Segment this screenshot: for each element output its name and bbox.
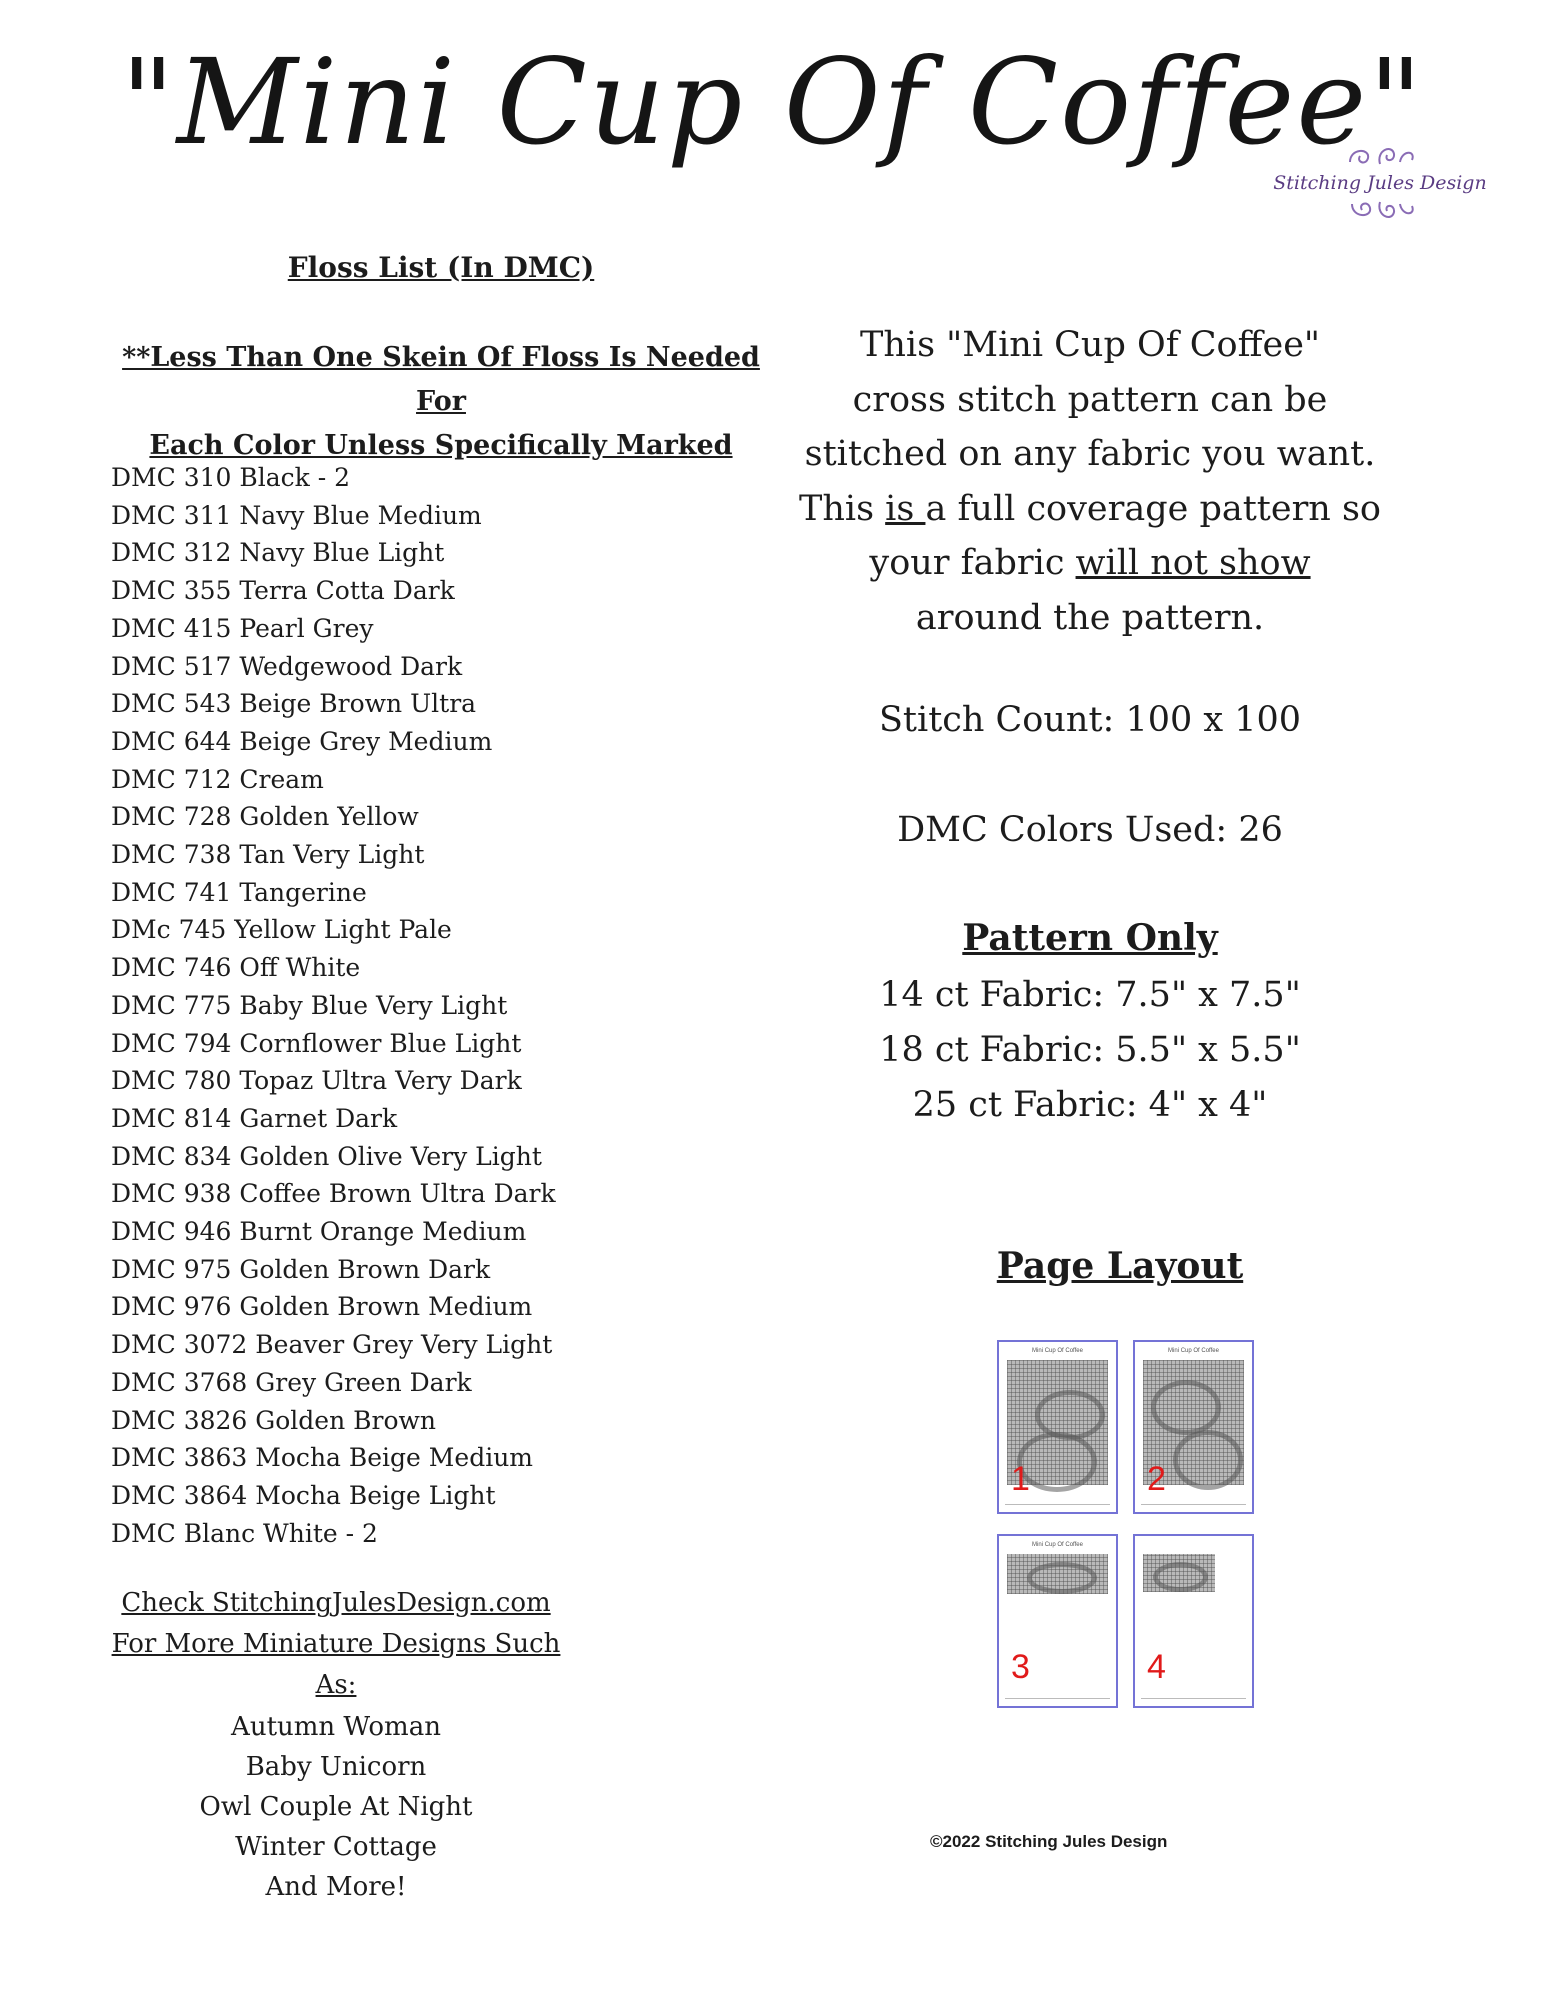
pattern-grid-preview <box>1143 1554 1215 1592</box>
description-line <box>780 482 1400 537</box>
page-footer <box>1005 1698 1110 1702</box>
fabric-size: 25 ct Fabric: 4" x 4" <box>912 1085 1268 1125</box>
page-footer <box>1141 1698 1246 1702</box>
floss-item: DMC 3864 Mocha Beige Light <box>111 1480 496 1510</box>
fabric-size-list <box>780 968 1400 1133</box>
copyright-notice: ©2022 Stitching Jules Design <box>930 1832 1168 1851</box>
floss-item: DMC 738 Tan Very Light <box>111 840 425 870</box>
floss-item: DMC 814 Garnet Dark <box>111 1103 398 1133</box>
page-number: 2 <box>1147 1460 1166 1498</box>
pattern-description <box>780 318 1400 645</box>
page-title: "Mini Cup Of Coffee" <box>120 33 1425 171</box>
page-number: 1 <box>1011 1460 1030 1498</box>
thumbnail-title: Mini Cup Of Coffee <box>1168 1348 1219 1354</box>
design-item: Winter Cottage <box>235 1832 437 1862</box>
floss-item: DMC 3863 Mocha Beige Medium <box>111 1443 533 1473</box>
floss-item: DMC 543 Beige Brown Ultra <box>111 689 477 719</box>
floss-item: DMC 728 Golden Yellow <box>111 802 419 832</box>
description-line: around the pattern. <box>915 597 1265 638</box>
logo-text: Stitching Jules Design <box>1273 172 1487 194</box>
floss-item: DMC 834 Golden Olive Very Light <box>111 1141 542 1171</box>
swirl-ornament-top-icon <box>1340 140 1420 170</box>
fabric-size: 14 ct Fabric: 7.5" x 7.5" <box>879 975 1301 1015</box>
page-number: 3 <box>1011 1648 1030 1686</box>
design-list <box>111 1707 561 1907</box>
floss-list-heading: Floss List (In DMC) <box>287 251 595 284</box>
description-line: cross stitch pattern can be <box>852 379 1328 420</box>
floss-item: DMC 311 Navy Blue Medium <box>111 500 482 530</box>
floss-note <box>111 336 771 468</box>
floss-item: DMC 3826 Golden Brown <box>111 1405 437 1435</box>
description-text: a full coverage pattern so <box>925 488 1381 529</box>
floss-item: DMC 3072 Beaver Grey Very Light <box>111 1330 553 1360</box>
colors-used: DMC Colors Used: 26 <box>897 810 1283 850</box>
thumbnail-title: Mini Cup Of Coffee <box>1032 1542 1083 1548</box>
page-footer <box>1141 1504 1246 1508</box>
description-line <box>780 536 1400 591</box>
floss-item: DMc 745 Yellow Light Pale <box>111 915 452 945</box>
floss-item: DMC 794 Cornflower Blue Light <box>111 1028 522 1058</box>
page-thumbnail-4 <box>1133 1534 1254 1708</box>
fabric-size: 18 ct Fabric: 5.5" x 5.5" <box>879 1030 1301 1070</box>
description-emphasis: is <box>885 488 926 529</box>
floss-item: DMC 312 Navy Blue Light <box>111 538 445 568</box>
description-text: This <box>799 488 886 529</box>
floss-item: DMC 355 Terra Cotta Dark <box>111 576 455 606</box>
pattern-only-heading: Pattern Only <box>962 917 1218 959</box>
floss-item: DMC 3768 Grey Green Dark <box>111 1367 472 1397</box>
description-emphasis: will not show <box>1075 543 1311 583</box>
floss-item: DMC 975 Golden Brown Dark <box>111 1254 491 1284</box>
pattern-shape <box>1151 1380 1221 1435</box>
floss-item: DMC 517 Wedgewood Dark <box>111 651 463 681</box>
pattern-shape <box>1173 1430 1243 1490</box>
floss-note-line: Each Color Unless Specifically Marked <box>149 430 733 461</box>
page-number: 4 <box>1147 1648 1166 1686</box>
floss-item: DMC 310 Black - 2 <box>111 463 351 492</box>
design-item: And More! <box>265 1872 407 1902</box>
pattern-shape <box>1153 1562 1208 1592</box>
design-item: Baby Unicorn <box>245 1752 427 1782</box>
floss-item: DMC 946 Burnt Orange Medium <box>111 1217 527 1247</box>
stitch-count: Stitch Count: 100 x 100 <box>878 700 1302 740</box>
floss-item: DMC 780 Topaz Ultra Very Dark <box>111 1066 522 1096</box>
design-item: Autumn Woman <box>231 1712 441 1742</box>
description-line: stitched on any fabric you want. <box>804 434 1376 474</box>
floss-note-line: **Less Than One Skein Of Floss Is Needed For <box>122 342 760 417</box>
floss-item: DMC 415 Pearl Grey <box>111 613 374 643</box>
pattern-grid-preview <box>1007 1554 1108 1594</box>
floss-item: DMC 741 Tangerine <box>111 877 367 907</box>
page-footer <box>1005 1504 1110 1508</box>
floss-item: DMC 644 Beige Grey Medium <box>111 726 493 756</box>
thumbnail-title: Mini Cup Of Coffee <box>1032 1348 1083 1354</box>
swirl-ornament-bottom-icon <box>1340 196 1420 226</box>
floss-item: DMC 938 Coffee Brown Ultra Dark <box>111 1179 556 1209</box>
design-item: Owl Couple At Night <box>199 1792 473 1822</box>
page-thumbnail-3 <box>997 1534 1118 1708</box>
floss-item: DMC 746 Off White <box>111 953 361 983</box>
page-thumbnail-1 <box>997 1340 1118 1514</box>
floss-item: DMC Blanc White - 2 <box>111 1518 378 1548</box>
page-layout-heading: Page Layout <box>996 1245 1244 1287</box>
floss-item: DMC 712 Cream <box>111 764 324 794</box>
website-link[interactable]: Check StitchingJulesDesign.com <box>121 1588 551 1618</box>
floss-item: DMC 775 Baby Blue Very Light <box>111 990 508 1020</box>
brand-logo <box>1270 140 1490 258</box>
floss-item: DMC 976 Golden Brown Medium <box>111 1292 533 1322</box>
more-designs-line: For More Miniature Designs Such As: <box>111 1629 561 1700</box>
more-designs-callout <box>111 1583 561 1706</box>
floss-list <box>111 459 556 1552</box>
page-thumbnail-2 <box>1133 1340 1254 1514</box>
description-text: your fabric <box>869 543 1076 583</box>
pattern-shape <box>1027 1562 1097 1594</box>
description-line: This "Mini Cup Of Coffee" <box>859 325 1321 365</box>
